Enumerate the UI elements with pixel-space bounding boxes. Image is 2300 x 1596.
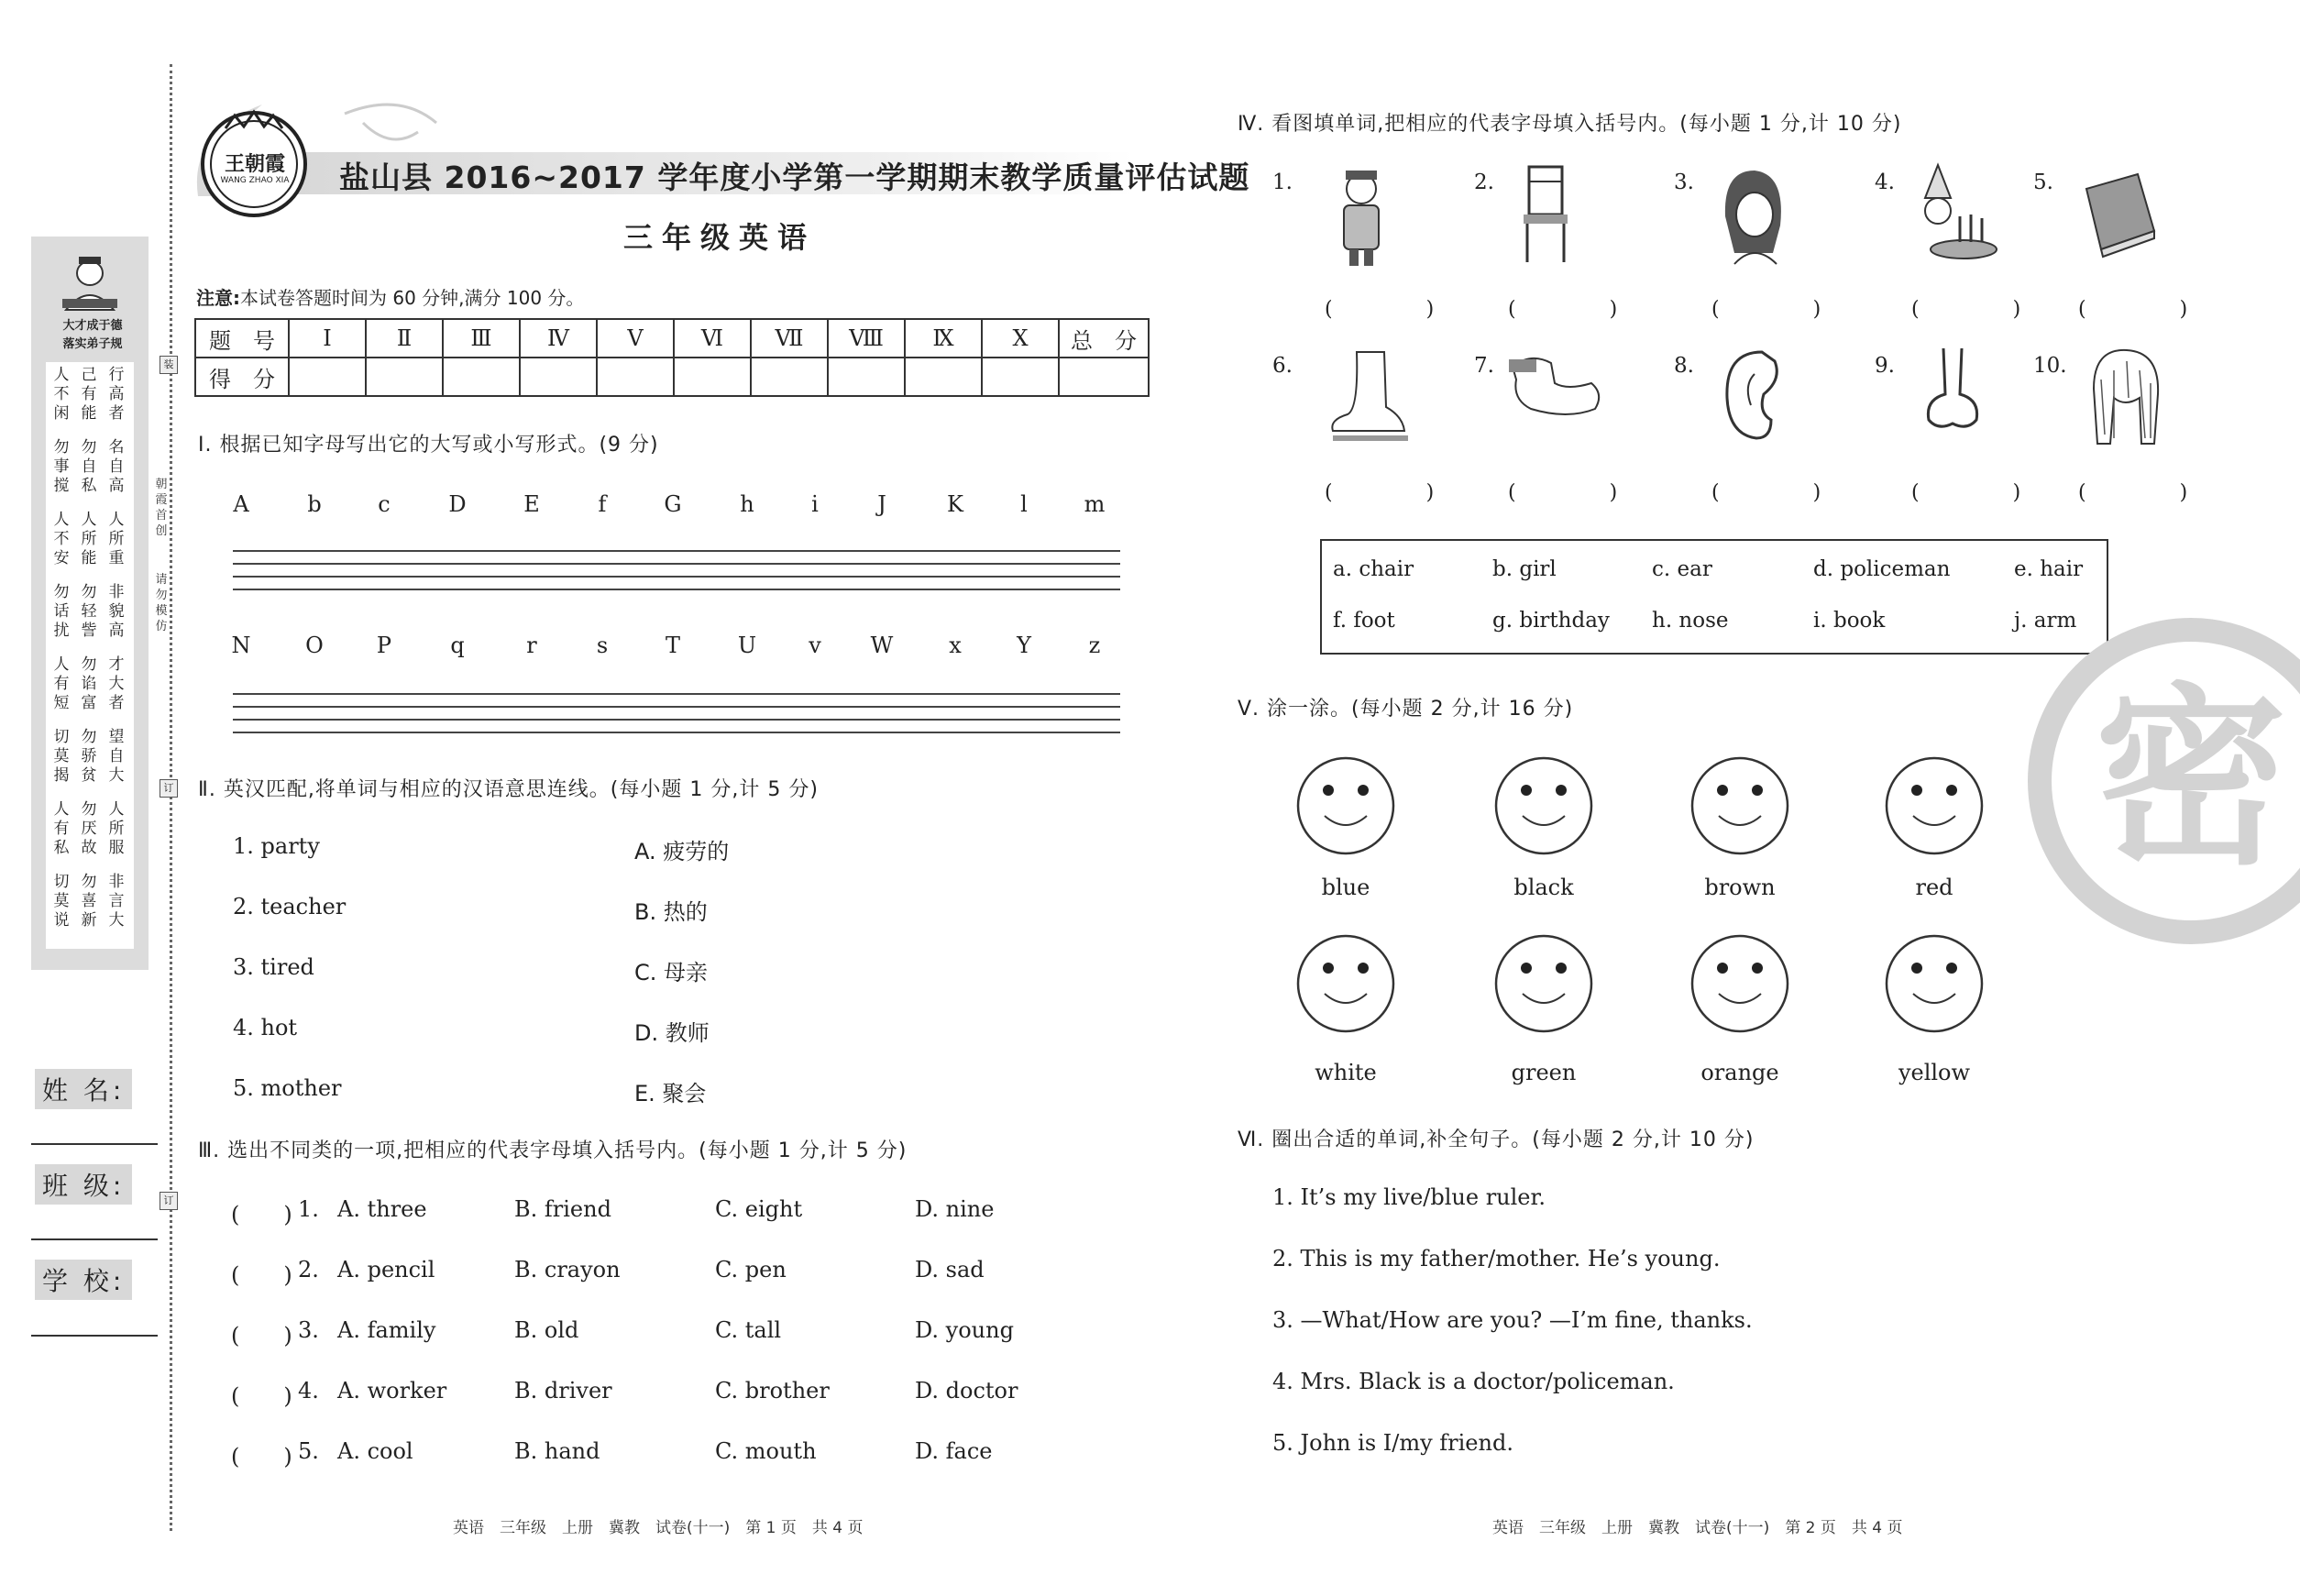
letter-cell: A [233,491,249,517]
option-b[interactable]: B. driver [514,1378,612,1403]
letter-cell: z [1088,633,1101,658]
motto-heading [39,317,147,354]
class-label: 班 级: [35,1164,132,1205]
color-label: blue [1321,875,1370,900]
watermark-seal-icon [2026,616,2300,946]
motto-column: 勿厌故 [81,800,97,857]
foot-icon [1320,343,1421,453]
motto-column: 勿事搅 [53,438,70,495]
side-note-original: 朝霞首创 [155,478,168,538]
answer-paren[interactable]: ( ) [1508,481,1655,504]
question-number: 1. [298,1196,319,1222]
sentence-item[interactable]: 1. It’s my live/blue ruler. [1272,1184,1546,1210]
word-bank-item: a. chair [1333,557,1414,581]
score-header-cell: Ⅸ [905,319,982,358]
answer-paren[interactable]: ( ) [1325,481,1471,504]
motto-column: 非貌高 [108,583,125,640]
smiley-face[interactable] [1493,933,1594,1034]
score-header-cell: Ⅳ [520,319,597,358]
hair-icon [2074,343,2174,453]
match-chinese-item[interactable]: C. 母亲 [634,960,709,985]
match-chinese-item[interactable]: E. 聚会 [634,1081,707,1106]
motto-column: 人不闲 [53,366,70,423]
score-row-label: 得 分 [195,358,289,396]
letter-cell: q [450,633,465,658]
score-header-cell: Ⅶ [751,319,828,358]
match-english-item[interactable]: 3. tired [233,954,314,980]
sentence-item[interactable]: 5. John is I/my friend. [1272,1430,1513,1456]
word-bank-item: b. girl [1492,557,1557,581]
color-label: black [1513,875,1574,900]
smiley-face[interactable] [1884,755,1985,856]
score-cell[interactable] [905,358,982,396]
motto-column: 人所重 [108,511,125,567]
answer-paren[interactable]: ( ) [1711,298,1858,321]
letter-cell: P [376,633,392,658]
section-4-heading: Ⅳ. 看图填单词,把相应的代表字母填入括号内。(每小题 1 分,计 10 分) [1238,113,1902,136]
writing-line[interactable] [233,589,1120,590]
sentence-item[interactable]: 2. This is my father/mother. He’s young. [1272,1246,1721,1271]
subject-title: 三年级英语 [623,220,817,255]
word-bank-item: i. book [1813,609,1886,633]
nose-icon [1907,343,2008,453]
answer-paren[interactable]: ( ) [2078,481,2225,504]
option-c[interactable]: C. eight [715,1196,803,1222]
color-label: orange [1700,1060,1779,1085]
picture-number: 9. [1875,354,1895,378]
answer-paren[interactable]: ( ) [231,1323,292,1348]
picture-number: 3. [1674,171,1694,194]
motto-column: 勿谄富 [81,655,97,712]
writing-line[interactable] [233,693,1120,695]
policeman-icon [1320,161,1421,271]
section-5-heading: Ⅴ. 涂一涂。(每小题 2 分,计 16 分) [1238,698,1574,721]
picture-number: 4. [1875,171,1895,194]
motto-column: 勿喜新 [81,873,97,930]
score-header-cell: Ⅵ [674,319,751,358]
match-chinese-item[interactable]: D. 教师 [634,1020,710,1046]
match-chinese-item[interactable]: B. 热的 [634,899,708,925]
notice-label: 注意: [196,287,240,309]
motto-column: 非言大 [108,873,125,930]
letter-cell: T [665,633,680,658]
score-cell[interactable] [982,358,1059,396]
score-table [194,318,1150,397]
word-bank-item: c. ear [1652,557,1712,581]
section-3-heading: Ⅲ. 选出不同类的一项,把相应的代表字母填入括号内。(每小题 1 分,计 5 分) [198,1139,908,1162]
motto-row [46,507,134,578]
answer-paren[interactable]: ( ) [231,1262,292,1288]
motto-column: 人所能 [81,511,97,567]
motto-column: 名自高 [108,438,125,495]
smiley-face[interactable] [1884,933,1985,1034]
color-label: brown [1704,875,1776,900]
letter-cell: b [307,491,322,517]
option-a[interactable]: A. worker [337,1378,447,1403]
smiley-face[interactable] [1689,755,1790,856]
picture-number: 10. [2033,354,2067,378]
score-header-cell: Ⅴ [597,319,674,358]
motto-column: 勿轻訾 [81,583,97,640]
word-bank-item: d. policeman [1813,557,1951,581]
school-input-line[interactable] [31,1335,158,1337]
letter-cell: s [596,633,609,658]
footer-page-2: 英语 三年级 上册 冀教 试卷(十一) 第 2 页 共 4 页 [1492,1519,1903,1537]
motto-column: 人所服 [108,800,125,857]
score-header-cell: 总 分 [1059,319,1149,358]
motto-heading-line: 落实弟子规 [62,337,123,351]
letter-cell: U [737,633,757,658]
score-cell[interactable] [289,358,366,396]
motto-column: 勿自私 [81,438,97,495]
word-bank-item: h. nose [1652,609,1729,633]
motto-column: 人有短 [53,655,70,712]
letter-cell: f [598,491,607,517]
match-english-item[interactable]: 5. mother [233,1075,342,1101]
name-label: 姓 名: [35,1069,132,1109]
writing-line[interactable] [233,732,1120,733]
option-a[interactable]: A. cool [337,1438,413,1464]
score-cell[interactable] [443,358,520,396]
motto-text [46,362,134,949]
birthday-icon [1907,161,2008,271]
score-cell[interactable] [674,358,751,396]
letter-cell: i [811,491,819,517]
score-cell[interactable] [520,358,597,396]
score-table-score-row [195,358,1149,396]
motto-column: 切莫揭 [53,728,70,785]
option-b[interactable]: B. hand [514,1438,600,1464]
motto-column: 人不安 [53,511,70,567]
class-input-line[interactable] [31,1238,158,1240]
picture-number: 8. [1674,354,1694,378]
letter-cell: m [1084,491,1106,517]
match-english-item[interactable]: 2. teacher [233,894,347,919]
exam-title: 盐山县 2016~2017 学年度小学第一学期期末教学质量评估试题 [339,160,1250,195]
color-label: white [1315,1060,1377,1085]
smiley-face[interactable] [1689,933,1790,1034]
motto-column: 人有私 [53,800,70,857]
letter-cell: W [870,633,894,658]
picture-number: 7. [1474,354,1494,378]
question-number: 3. [298,1317,319,1343]
motto-row [46,435,134,506]
picture-number: 2. [1474,171,1494,194]
score-header-cell: Ⅷ [828,319,905,358]
letter-cell: v [809,633,821,658]
letter-cell: r [526,633,537,658]
smiley-face[interactable] [1295,755,1396,856]
word-bank-item: g. birthday [1492,609,1610,633]
option-d[interactable]: D. sad [915,1257,985,1282]
smiley-face[interactable] [1295,933,1396,1034]
picture-number: 5. [2033,171,2053,194]
score-header-cell: 题 号 [195,319,289,358]
option-d[interactable]: D. young [915,1317,1014,1343]
option-c[interactable]: C. mouth [715,1438,817,1464]
motto-row [46,797,134,868]
option-d[interactable]: D. face [915,1438,993,1464]
word-bank-item: e. hair [2014,557,2084,581]
chair-icon [1503,161,1604,271]
option-d[interactable]: D. doctor [915,1378,1018,1403]
letter-cell: D [448,491,467,517]
score-table-header-row [195,319,1149,358]
letter-cell: K [947,491,963,517]
scholar-figure-icon [46,246,134,314]
score-cell[interactable] [751,358,828,396]
ear-icon [1707,343,1808,453]
letter-cell: O [305,633,324,658]
section-1-heading: Ⅰ. 根据已知字母写出它的大写或小写形式。(9 分) [198,434,659,457]
picture-number: 6. [1272,354,1293,378]
score-header-cell: Ⅹ [982,319,1059,358]
motto-row [46,579,134,651]
picture-number: 1. [1272,171,1293,194]
question-number: 4. [298,1378,319,1403]
footer-page-1: 英语 三年级 上册 冀教 试卷(十一) 第 1 页 共 4 页 [453,1519,864,1537]
writing-line[interactable] [233,719,1120,721]
name-input-line[interactable] [31,1143,158,1145]
motto-row [46,362,134,434]
score-header-cell: Ⅱ [366,319,443,358]
answer-paren[interactable]: ( ) [1911,481,2058,504]
option-a[interactable]: A. pencil [337,1257,435,1282]
answer-paren[interactable]: ( ) [231,1444,292,1469]
letter-cell: Y [1017,633,1031,658]
color-label: red [1915,875,1953,900]
arm-icon [1503,343,1604,453]
option-a[interactable]: A. three [337,1196,427,1222]
motto-column: 勿话扰 [53,583,70,640]
motto-column: 才大者 [108,655,125,712]
binding-mark: 装 [160,356,178,374]
color-label: green [1511,1060,1577,1085]
letter-cell: N [231,633,251,658]
sentence-item[interactable]: 3. —What/How are you? —I’m fine, thanks. [1272,1307,1753,1333]
side-note-no-copy: 请勿模仿 [155,573,168,633]
option-b[interactable]: B. crayon [514,1257,621,1282]
letter-cell: J [877,491,886,517]
answer-paren[interactable]: ( ) [1911,298,2058,321]
motto-column: 勿骄贫 [81,728,97,785]
option-b[interactable]: B. old [514,1317,579,1343]
letter-cell: c [378,491,391,517]
writing-line[interactable] [233,576,1120,578]
sentence-item[interactable]: 4. Mrs. Black is a doctor/policeman. [1272,1369,1675,1394]
motto-column: 望自大 [108,728,125,785]
motto-column: 切莫说 [53,873,70,930]
score-cell[interactable] [597,358,674,396]
motto-row [46,724,134,796]
score-cell[interactable] [828,358,905,396]
match-chinese-item[interactable]: A. 疲劳的 [634,839,730,864]
writing-line[interactable] [233,550,1120,552]
section-2-heading: Ⅱ. 英汉匹配,将单词与相应的汉语意思连线。(每小题 1 分,计 5 分) [198,778,819,801]
option-c[interactable]: C. pen [715,1257,787,1282]
word-bank [1320,539,2108,655]
notice-text: 本试卷答题时间为 60 分钟,满分 100 分。 [240,287,585,309]
match-english-item[interactable]: 1. party [233,833,320,859]
motto-column: 行高者 [108,366,125,423]
letter-cell: E [523,491,540,517]
answer-paren[interactable]: ( ) [1711,481,1858,504]
answer-paren[interactable]: ( ) [231,1202,292,1227]
watermark-text: 密 [2094,666,2288,891]
writing-line[interactable] [233,563,1120,565]
word-bank-item: j. arm [2014,609,2077,633]
motto-row [46,652,134,723]
answer-paren[interactable]: ( ) [231,1383,292,1409]
motto-heading-line: 大才成于德 [62,319,123,333]
letter-cell: h [740,491,754,517]
option-b[interactable]: B. friend [514,1196,611,1222]
match-english-item[interactable]: 4. hot [233,1015,298,1040]
score-header-cell: Ⅰ [289,319,366,358]
letter-cell: l [1020,491,1028,517]
logo-text: 王朝霞 [224,152,285,176]
question-number: 5. [298,1438,319,1464]
section-6-heading: Ⅵ. 圈出合适的单词,补全句子。(每小题 2 分,计 10 分) [1238,1128,1755,1151]
school-label: 学 校: [35,1260,132,1300]
answer-paren[interactable]: ( ) [1325,298,1471,321]
book-icon [2074,161,2174,271]
option-c[interactable]: C. brother [715,1378,830,1403]
logo-subtext: WANG ZHAO XIA [220,176,290,185]
motto-column: 己有能 [81,366,97,423]
score-cell[interactable] [366,358,443,396]
color-label: yellow [1898,1060,1971,1085]
word-bank-item: f. foot [1333,609,1395,633]
smiley-face[interactable] [1493,755,1594,856]
option-c[interactable]: C. tall [715,1317,782,1343]
exam-notice [196,283,584,310]
option-d[interactable]: D. nine [915,1196,995,1222]
letter-cell: x [949,633,962,658]
score-header-cell: Ⅲ [443,319,520,358]
option-a[interactable]: A. family [337,1317,436,1343]
binding-cut-line [170,64,172,1531]
score-cell[interactable] [1059,358,1149,396]
answer-paren[interactable]: ( ) [1508,298,1655,321]
motto-row [46,869,134,941]
girl-icon [1707,161,1808,271]
writing-line[interactable] [233,706,1120,708]
question-number: 2. [298,1257,319,1282]
letter-cell: G [664,491,682,517]
answer-paren[interactable]: ( ) [2078,298,2225,321]
binding-mark: 订 [160,1192,178,1210]
binding-mark: 订 [160,779,178,798]
